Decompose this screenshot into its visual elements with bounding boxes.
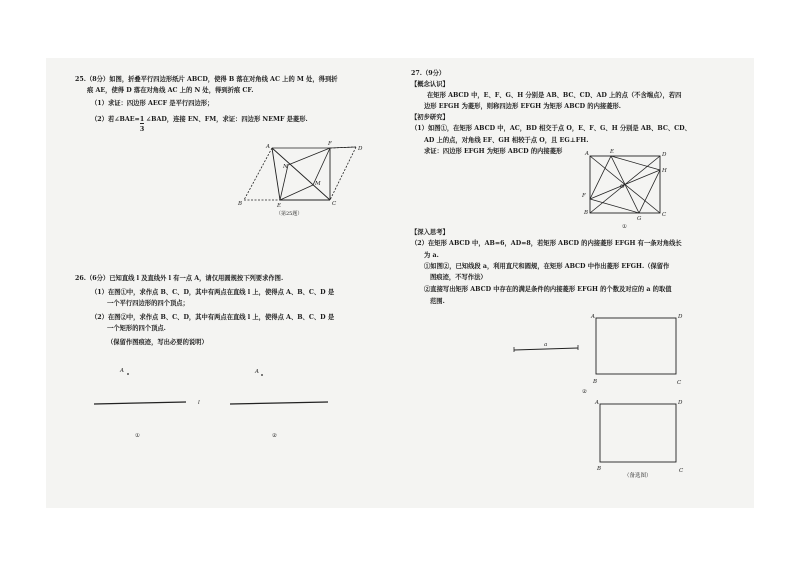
q27-d1: （2）在矩形 ABCD 中，AB=6，AD=8，若矩形 ABCD 的内接菱形 EFGH 有一条对角线长 <box>411 240 682 247</box>
q26-part2-b: 一个矩形的四个顶点. <box>107 325 166 332</box>
fig3-label-c: C <box>679 468 684 474</box>
label-e: E <box>277 203 282 209</box>
q25-line2: 痕 AE，使得 D 落在对角线 AC 上的 N 处，得到折痕 CF. <box>87 87 254 94</box>
fig1-label-f: F <box>582 193 586 199</box>
label-a: A <box>266 144 270 150</box>
q25-caption: （第25题） <box>276 211 303 217</box>
fig1-label-b: B <box>584 210 589 216</box>
q26-fig1-label: ① <box>135 433 140 439</box>
fig1-label-c: C <box>662 212 667 218</box>
fig2-caption: ② <box>582 389 587 395</box>
q27-r1: （1）如图①，在矩形 ABCD 中，AC，BD 相交于点 O，E、F、G、H 分别是 AB、BC、CD、 <box>411 125 691 132</box>
fig2-label-b: B <box>593 379 598 385</box>
fig1-label-d: D <box>662 152 667 158</box>
q25-line1: 25.（8分）如图，折叠平行四边形纸片 ABCD，使得 B 落在对角线 AC 上的 M 处，得到折 <box>75 76 338 83</box>
fig1-caption: ① <box>622 224 627 230</box>
q27-d3: ①如图②，已知线段 a，利用直尺和圆规，在矩形 ABCD 中作出菱形 EFGH.（保留作 <box>424 263 670 270</box>
rect-abcd-3 <box>600 404 676 462</box>
q27-sec2: 【初步研究】 <box>411 114 449 121</box>
q27-d5: ②直接写出矩形 ABCD 中存在的满足条件的内接菱形 EFGH 的个数及对应的 a 的取值 <box>424 286 672 293</box>
spare-figure-caption: （备选图） <box>624 473 652 479</box>
q27-d4: 图痕迹，不写作法） <box>430 274 487 281</box>
q27-d6: 范围. <box>430 298 445 305</box>
q26-fig2-label: ② <box>272 433 277 439</box>
q26-line1: 26.（6分）已知直线 l 及直线外 l 有一点 A，请仅用圆规按下列要求作图. <box>75 275 284 282</box>
fig2-label-d: D <box>678 314 683 320</box>
fig1-label-o: O <box>620 184 625 190</box>
q25-part1: （1）求证：四边形 AECF 是平行四边形； <box>91 100 214 107</box>
q27-c2: 边形 EFGH 为菱形，则称四边形 EFGH 为矩形 ABCD 的内接菱形. <box>424 103 621 110</box>
q25-part2-b: ∠BAD，连接 EN、FM，求证：四边形 NEMF 是菱形. <box>145 116 308 123</box>
fig3-label-b: B <box>597 466 602 472</box>
q27-c1: 在矩形 ABCD 中，E、F、G、H 分别是 AB、BC、CD、AD 上的点（不含端点），若四 <box>427 92 682 99</box>
fig3-label-d: D <box>678 400 683 406</box>
fig1-label-h: H <box>662 168 667 174</box>
q26-line-label: l <box>198 400 200 406</box>
q26-point-a2: A <box>255 369 259 375</box>
q27-title: 27.（9分） <box>411 70 446 77</box>
fig1-label-g: G <box>637 216 642 222</box>
q27-sec3: 【深入思考】 <box>411 229 449 236</box>
q27-sec1: 【概念认识】 <box>411 81 449 88</box>
q26-note: （保留作图痕迹，写出必要的说明） <box>107 339 208 346</box>
label-n: N <box>283 164 288 170</box>
fig1-label-a: A <box>585 151 589 157</box>
q26-point-a1: A <box>120 368 124 374</box>
fig3-label-a: A <box>595 400 599 406</box>
q25-part2-a: （2）若∠BAE= <box>91 116 140 123</box>
segment-a-label: a <box>544 342 548 348</box>
frac-den: 3 <box>139 126 145 133</box>
fig2-label-a: A <box>591 314 595 320</box>
fig2-label-c: C <box>677 380 682 386</box>
q26-part1-b: 一个平行四边形的四个顶点； <box>107 300 189 307</box>
q27-r3: 求证：四边形 EFGH 为矩形 ABCD 的内接菱形 <box>424 148 563 155</box>
label-d: D <box>358 146 363 152</box>
segment-a <box>514 348 578 350</box>
label-f: F <box>328 141 332 147</box>
fig1-label-e: E <box>610 149 615 155</box>
label-m: M <box>315 181 321 187</box>
label-c: C <box>332 201 337 207</box>
rect-abcd-2 <box>596 318 676 374</box>
q26-part1-a: （1）在图①中，求作点 B、C、D，其中有两点在直线 l 上，使得点 A、B、C、D 是 <box>91 289 335 296</box>
q26-part2-a: （2）在图②中，求作点 B、C、D，其中有两点在直线 l 上，使得点 A、B、C、D 是 <box>91 314 335 321</box>
q27-r2: AD 上的点，对角线 EF、GH 相较于点 O，且 EG⊥FH. <box>424 137 589 144</box>
label-b: B <box>238 201 243 207</box>
frac-num: 1 <box>139 116 145 123</box>
q27-d2: 为 a. <box>424 252 439 259</box>
